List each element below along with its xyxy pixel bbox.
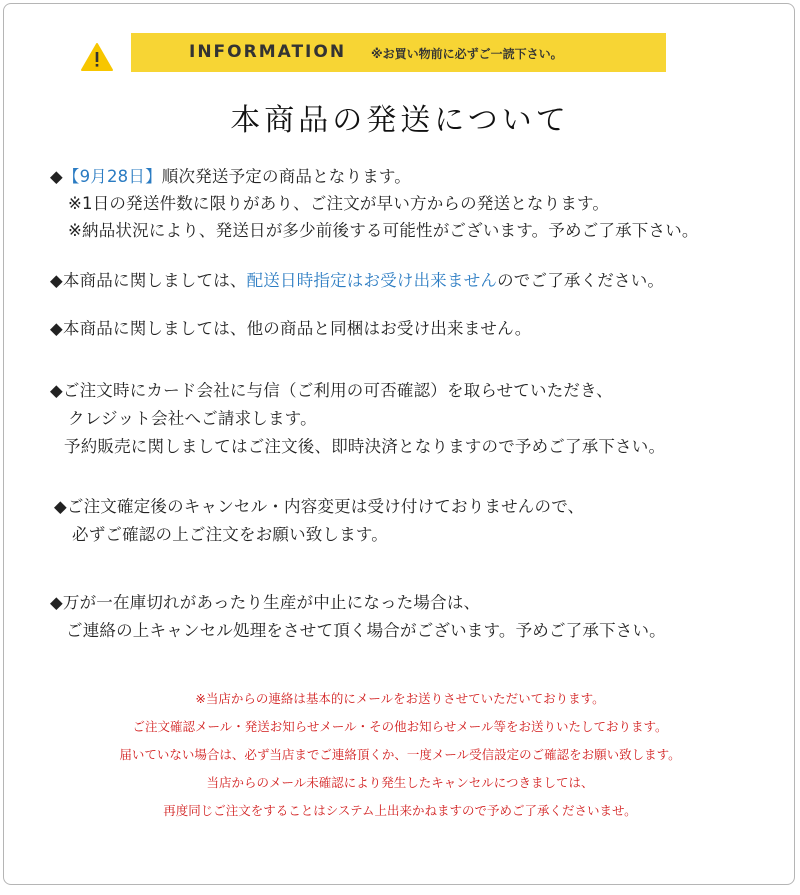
warning-icon bbox=[80, 42, 114, 72]
section-6-line-1: ◆万が一在庫切れがあったり生産が中止になった場合は、 bbox=[50, 593, 481, 612]
section-2-line bbox=[50, 267, 664, 291]
no-delivery-date-highlight: 配送日時指定はお受け出来ません bbox=[246, 271, 498, 290]
banner-note: ※お買い物前に必ずご一読下さい。 bbox=[371, 47, 563, 61]
notice-line-3: 届いていない場合は、必ず当店までご連絡頂くか、一度メール受信設定のご確認をお願い致します。 bbox=[119, 747, 681, 762]
section-6-line-2: ご連絡の上キャンセル処理をさせて頂く場合がございます。予めご了承下さい。 bbox=[66, 621, 666, 640]
page-title: 本商品の発送について bbox=[230, 103, 570, 138]
section-1-line-1 bbox=[50, 163, 411, 187]
ship-date-highlight: 【9月28日】 bbox=[62, 167, 162, 186]
notice-line-2: ご注文確認メール・発送お知らせメール・その他お知らせメール等をお送りいたしております。 bbox=[132, 719, 668, 734]
banner-title: INFORMATION bbox=[189, 42, 347, 62]
section-1-text: 順次発送予定の商品となります。 bbox=[161, 167, 411, 186]
notice-line-5: 再度同じご注文をすることはシステム上出来かねますので予めご了承くださいませ。 bbox=[163, 803, 637, 818]
section-1-note-2: ※納品状況により、発送日が多少前後する可能性がございます。予めご了承下さい。 bbox=[68, 221, 699, 240]
notice-line-1: ※当店からの連絡は基本的にメールをお送りさせていただいております。 bbox=[195, 691, 605, 706]
section-2-suffix: のでご了承ください。 bbox=[497, 271, 665, 290]
section-4-line-3: 予約販売に関しましてはご注文後、即時決済となりますので予めご了承下さい。 bbox=[64, 437, 666, 456]
section-1-note-1: ※1日の発送件数に限りがあり、ご注文が早い方からの発送となります。 bbox=[68, 194, 610, 213]
section-4-line-2: クレジット会社へご請求します。 bbox=[68, 409, 317, 428]
section-4-line-1: ◆ご注文時にカード会社に与信（ご利用の可否確認）を取らせていただき、 bbox=[50, 381, 613, 400]
section-2-prefix: ◆本商品に関しましては、 bbox=[50, 271, 247, 290]
bullet: ◆ bbox=[50, 167, 63, 186]
information-banner bbox=[131, 33, 666, 72]
section-5-line-2: 必ずご確認の上ご注文をお願い致します。 bbox=[72, 525, 388, 544]
section-3-line: ◆本商品に関しましては、他の商品と同梱はお受け出来ません。 bbox=[50, 319, 532, 338]
notice-line-4: 当店からのメール未確認により発生したキャンセルにつきましては、 bbox=[206, 775, 594, 790]
section-5-line-1: ◆ご注文確定後のキャンセル・内容変更は受け付けておりませんので、 bbox=[54, 497, 585, 516]
